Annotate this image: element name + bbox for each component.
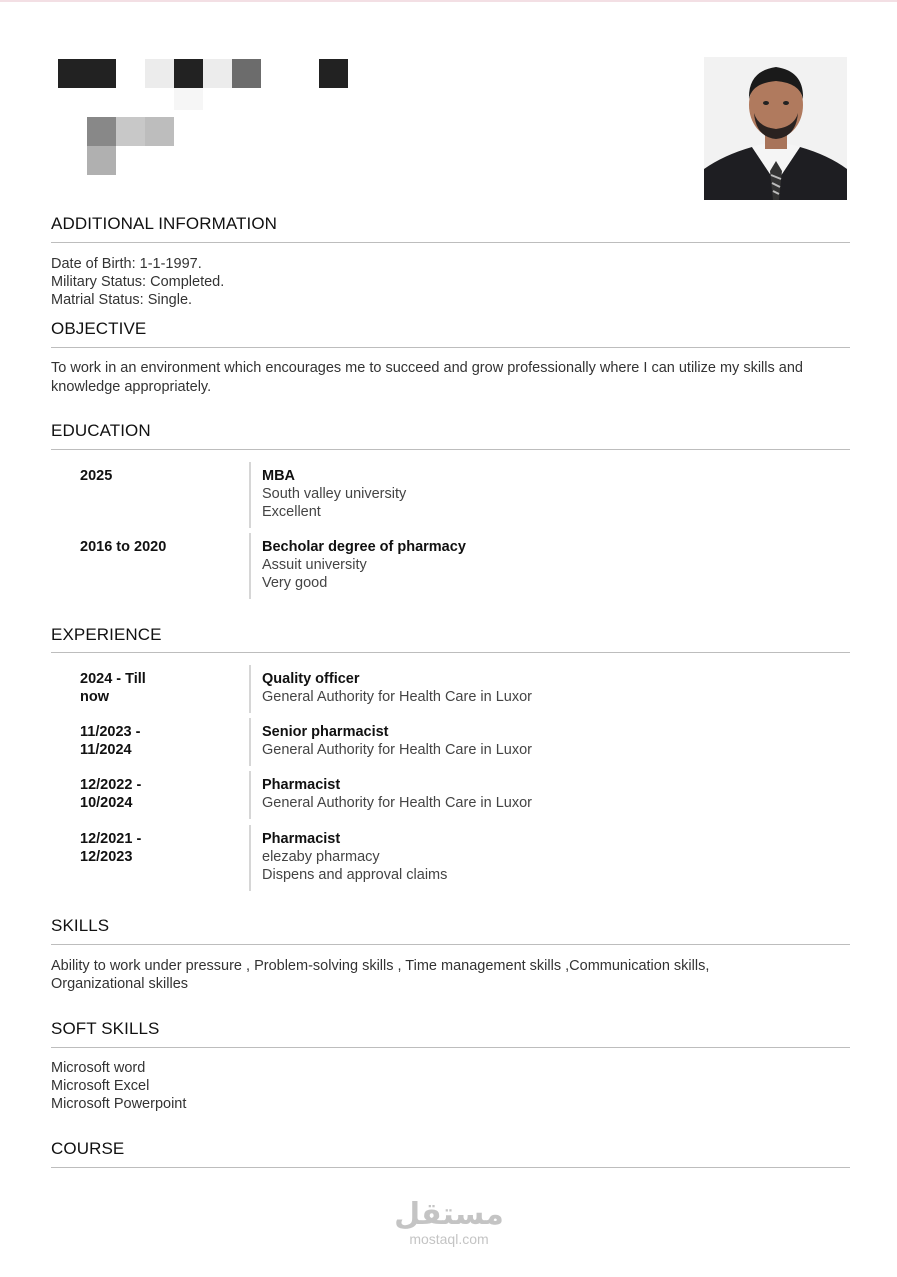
entry-line: elezaby pharmacy — [262, 849, 380, 865]
entry-title: Pharmacist — [262, 777, 341, 793]
section-divider — [51, 242, 850, 243]
entry-details — [262, 467, 406, 521]
section-title-course: COURSE — [51, 1139, 125, 1158]
entry-date: 12/2022 - 10/2024 — [80, 777, 142, 811]
entry-date: 2024 - Till now — [80, 671, 146, 705]
objective-text: To work in an environment which encourages me to succeed and grow professionally where I can utilize my skills and knowledge appropriately. — [51, 360, 803, 395]
timeline-bar — [249, 825, 251, 891]
section-divider — [51, 1047, 850, 1048]
section-title-additional-information: ADDITIONAL INFORMATION — [51, 214, 278, 233]
entry-details — [262, 670, 532, 706]
skills-line: Organizational skilles — [51, 976, 189, 992]
entry-title: Quality officer — [262, 671, 360, 687]
section-divider — [51, 449, 850, 450]
skills-line: Ability to work under pressure , Problem-solving skills , Time management skills ,Communication skills, — [51, 958, 710, 974]
section-divider — [51, 944, 850, 945]
date-of-birth: Date of Birth: 1-1-1997. — [51, 256, 202, 272]
entry-date: 11/2023 - 11/2024 — [80, 724, 141, 758]
entry-title: Senior pharmacist — [262, 724, 389, 740]
skills-list — [51, 957, 709, 993]
watermark-arabic-logo: مستقل — [394, 1197, 504, 1232]
section-title-education: EDUCATION — [51, 421, 151, 440]
entry-details — [262, 830, 447, 884]
marital-status: Matrial Status: Single. — [51, 292, 193, 308]
military-status: Military Status: Completed. — [51, 274, 225, 290]
section-divider — [51, 1167, 850, 1168]
timeline-bar — [249, 771, 251, 819]
timeline-bar — [249, 462, 251, 528]
entry-line: Very good — [262, 575, 328, 591]
section-title-soft-skills: SOFT SKILLS — [51, 1019, 160, 1038]
timeline-bar — [249, 665, 251, 713]
entry-line: General Authority for Health Care in Luxor — [262, 795, 532, 811]
section-title-objective: OBJECTIVE — [51, 319, 147, 338]
section-title-skills: SKILLS — [51, 916, 110, 935]
timeline-bar — [249, 718, 251, 766]
top-border — [0, 0, 897, 2]
entry-date: 2016 to 2020 — [80, 539, 167, 555]
section-divider — [51, 652, 850, 653]
entry-date: 2025 — [80, 468, 113, 484]
entry-line: Assuit university — [262, 557, 367, 573]
mostaql-watermark — [392, 1198, 506, 1246]
entry-details — [262, 723, 532, 759]
entry-details — [262, 538, 466, 592]
section-divider — [51, 347, 850, 348]
profile-photo — [704, 57, 847, 200]
entry-date: 12/2021 - 12/2023 — [80, 831, 142, 865]
entry-title: Pharmacist — [262, 831, 341, 847]
entry-line: Dispens and approval claims — [262, 867, 448, 883]
soft-skill-item: Microsoft Excel — [51, 1078, 150, 1094]
entry-title: Becholar degree of pharmacy — [262, 539, 466, 555]
entry-line: South valley university — [262, 486, 407, 502]
entry-line: General Authority for Health Care in Luxor — [262, 689, 532, 705]
timeline-bar — [249, 533, 251, 599]
section-title-experience: EXPERIENCE — [51, 625, 162, 644]
entry-title: MBA — [262, 468, 296, 484]
entry-details — [262, 776, 532, 812]
soft-skill-item: Microsoft word — [51, 1060, 146, 1076]
watermark-domain: mostaql.com — [409, 1231, 489, 1247]
entry-line: General Authority for Health Care in Luxor — [262, 742, 532, 758]
entry-line: Excellent — [262, 504, 321, 520]
soft-skill-item: Microsoft Powerpoint — [51, 1096, 187, 1112]
soft-skills-list — [51, 1059, 186, 1113]
additional-info-list — [51, 255, 224, 309]
